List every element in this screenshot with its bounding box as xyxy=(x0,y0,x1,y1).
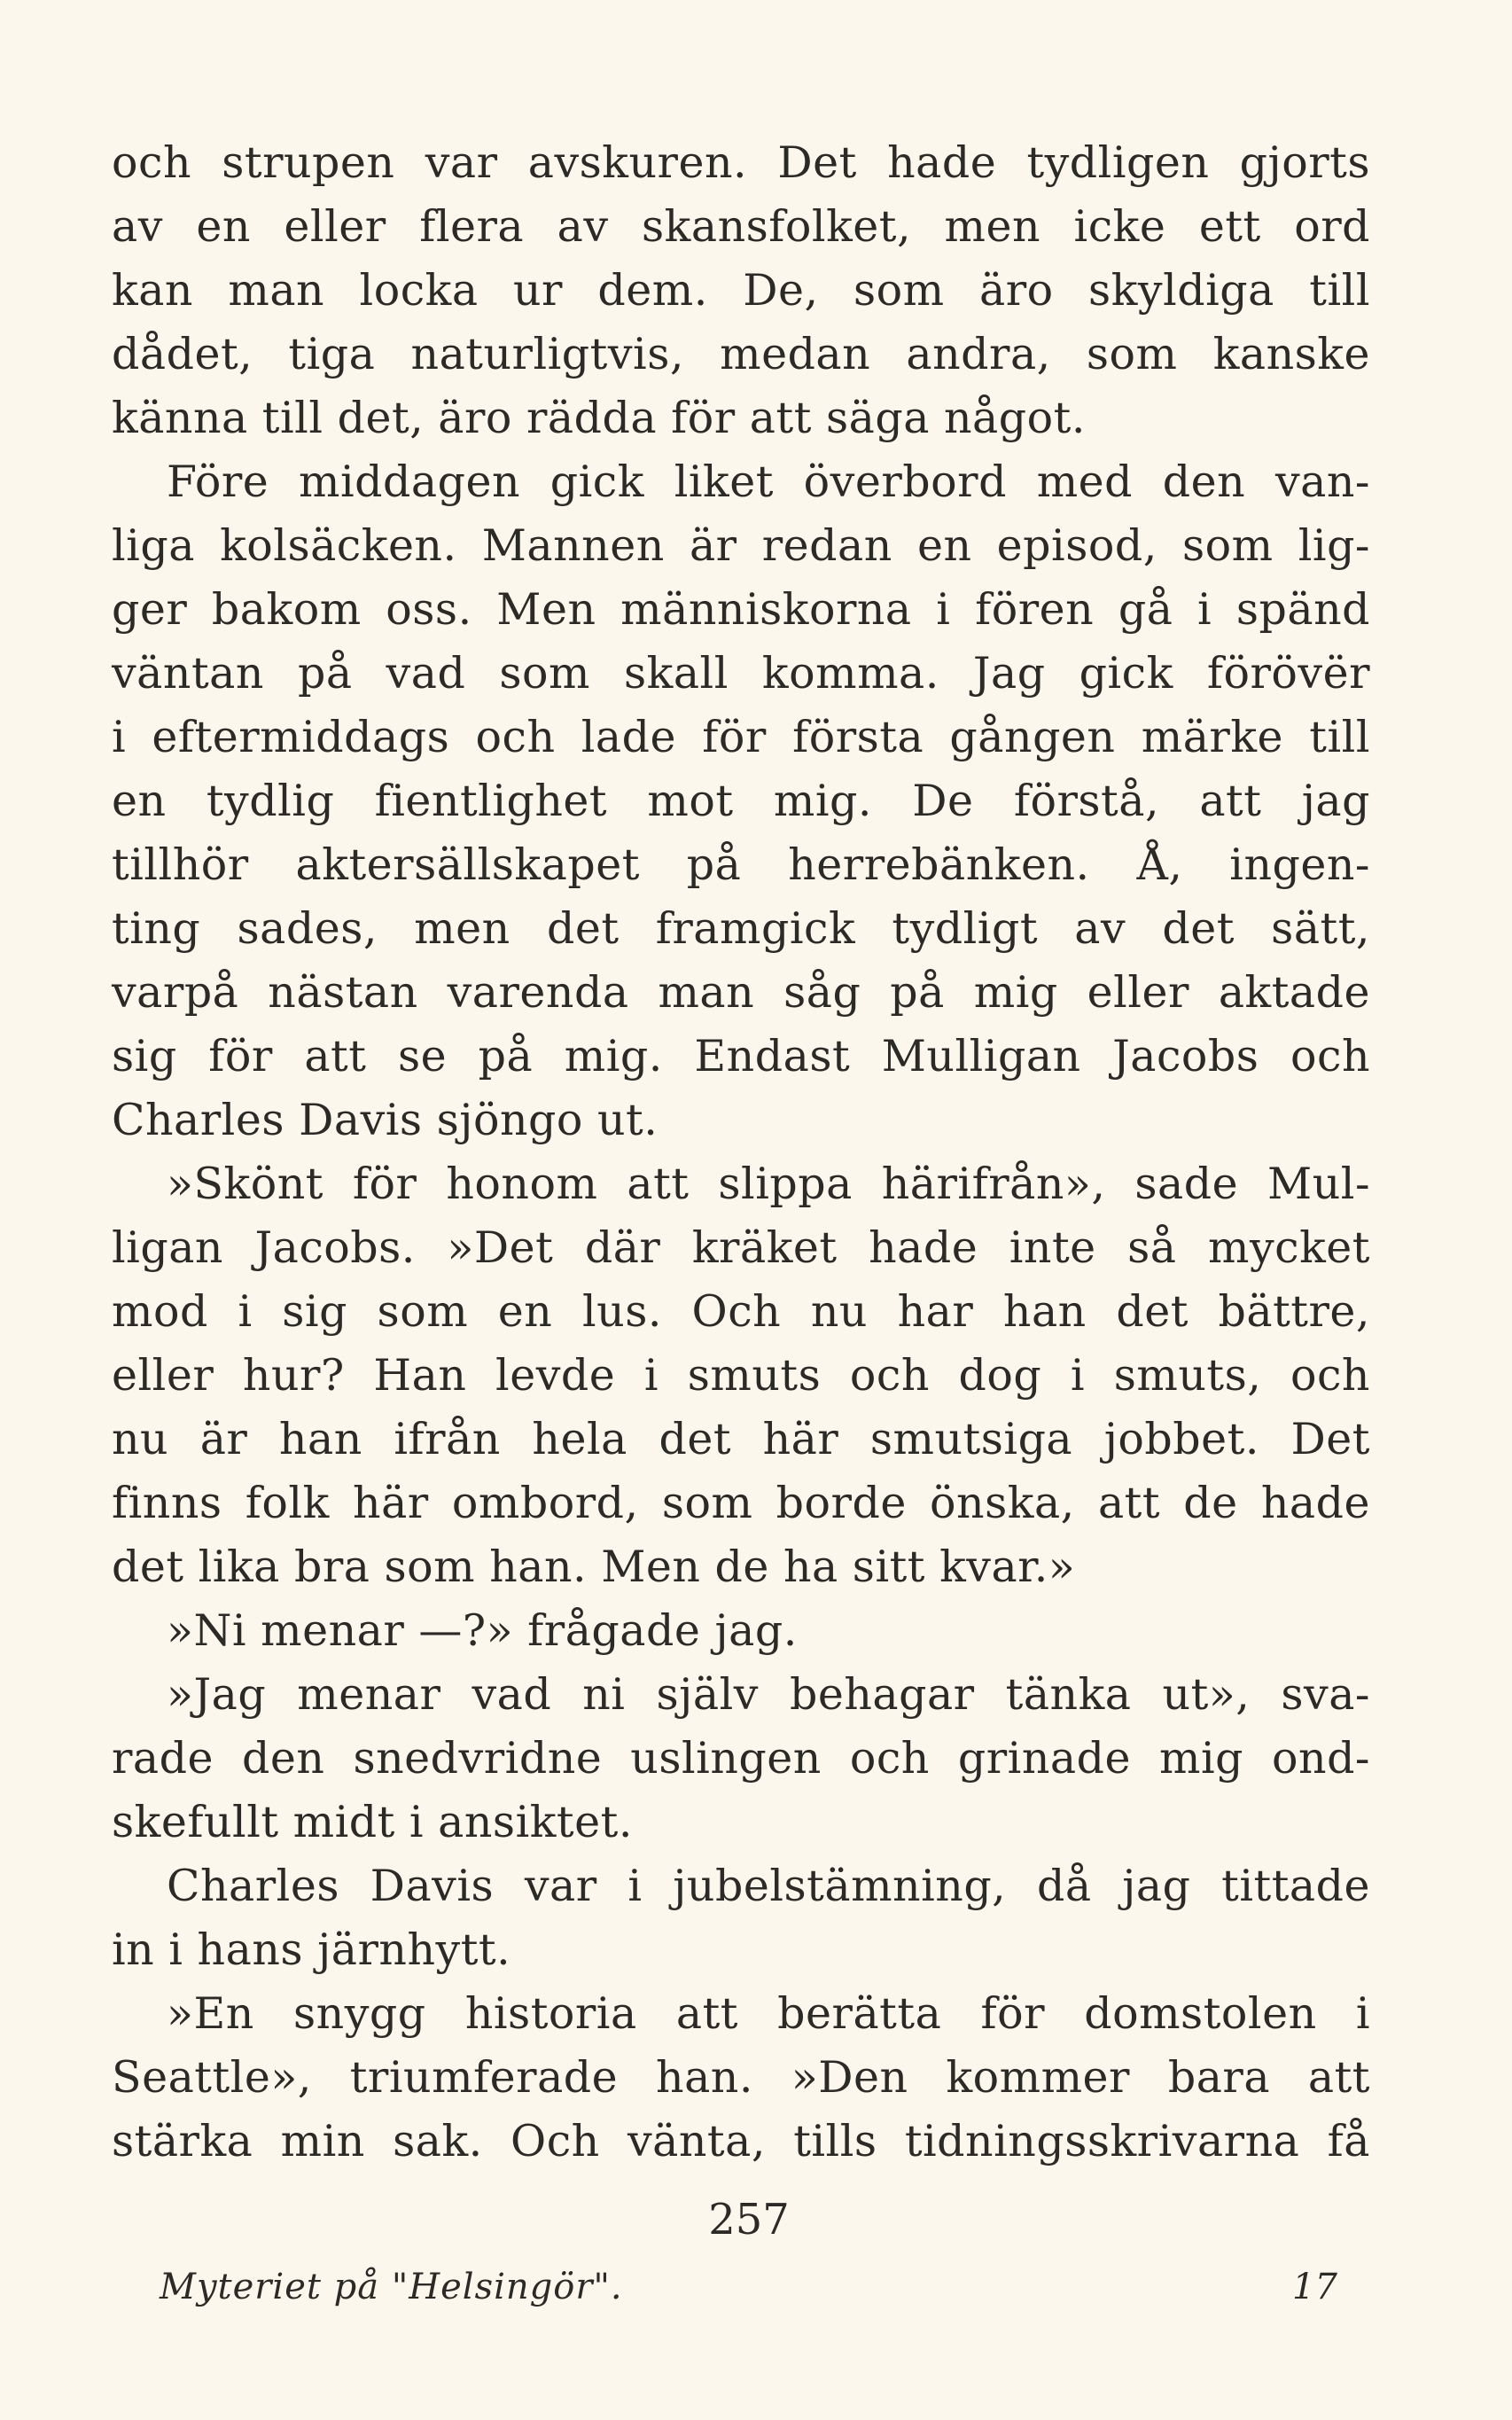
text-line: »Ni menar —?» frågade jag. xyxy=(167,1605,798,1656)
text-line: dådet, tiga naturligtvis, medan andra, som kanske xyxy=(112,329,1370,379)
sheet-number: 17 xyxy=(1292,2267,1337,2307)
text-line: känna till det, äro rädda för att säga något. xyxy=(112,393,1086,443)
text-line: finns folk här ombord, som borde önska, att de hade xyxy=(112,1478,1370,1528)
text-line: »En snygg historia att berätta för domstolen i xyxy=(167,1988,1370,2039)
text-line: varpå nästan varenda man såg på mig eller aktade xyxy=(112,967,1370,1018)
text-line: en tydlig fientlighet mot mig. De förstå, att jag xyxy=(112,776,1370,826)
text-line: Charles Davis sjöngo ut. xyxy=(112,1095,659,1145)
text-line: i eftermiddags och lade för första gången märke till xyxy=(112,712,1370,762)
page-number: 257 xyxy=(708,2195,790,2244)
text-line: ting sades, men det framgick tydligt av det sätt, xyxy=(112,903,1370,954)
text-line: mod i sig som en lus. Och nu har han det bättre, xyxy=(112,1286,1370,1337)
text-line: ger bakom oss. Men människorna i fören gå i spänd xyxy=(112,584,1370,635)
text-line: liga kolsäcken. Mannen är redan en episod, som lig- xyxy=(112,520,1370,571)
text-line: tillhör aktersällskapet på herrebänken. Å, ingen- xyxy=(112,839,1370,890)
text-line: nu är han ifrån hela det här smutsiga jobbet. Det xyxy=(112,1414,1370,1464)
text-line: av en eller flera av skansfolket, men icke ett ord xyxy=(112,201,1370,252)
text-line: Charles Davis var i jubelstämning, då jag tittade xyxy=(167,1861,1370,1911)
text-line: Före middagen gick liket överbord med den van- xyxy=(167,457,1370,507)
text-line: stärka min sak. Och vänta, tills tidningsskrivarna få xyxy=(112,2116,1370,2166)
text-line: väntan på vad som skall komma. Jag gick förövër xyxy=(112,648,1370,699)
text-line: ligan Jacobs. »Det där kräket hade inte så mycket xyxy=(112,1222,1370,1273)
text-line: rade den snedvridne uslingen och grinade mig ond- xyxy=(112,1733,1370,1784)
text-line: »Skönt för honom att slippa härifrån», sade Mul- xyxy=(167,1159,1370,1209)
text-line: Seattle», triumferade han. »Den kommer bara att xyxy=(112,2052,1370,2103)
text-line: »Jag menar vad ni själv behagar tänka ut», sva- xyxy=(167,1669,1370,1720)
text-line: skefullt midt i ansiktet. xyxy=(112,1797,633,1847)
text-line: och strupen var avskuren. Det hade tydligen gjorts xyxy=(112,137,1370,188)
text-line: kan man locka ur dem. De, som äro skyldiga till xyxy=(112,265,1370,316)
text-line: det lika bra som han. Men de ha sitt kvar.» xyxy=(112,1542,1076,1592)
text-line: in i hans järnhytt. xyxy=(112,1924,511,1975)
text-line: eller hur? Han levde i smuts och dog i smuts, och xyxy=(112,1350,1370,1401)
printer-signature: Myteriet på "Helsingör". xyxy=(160,2267,623,2307)
text-line: sig för att se på mig. Endast Mulligan Jacobs och xyxy=(112,1031,1370,1081)
